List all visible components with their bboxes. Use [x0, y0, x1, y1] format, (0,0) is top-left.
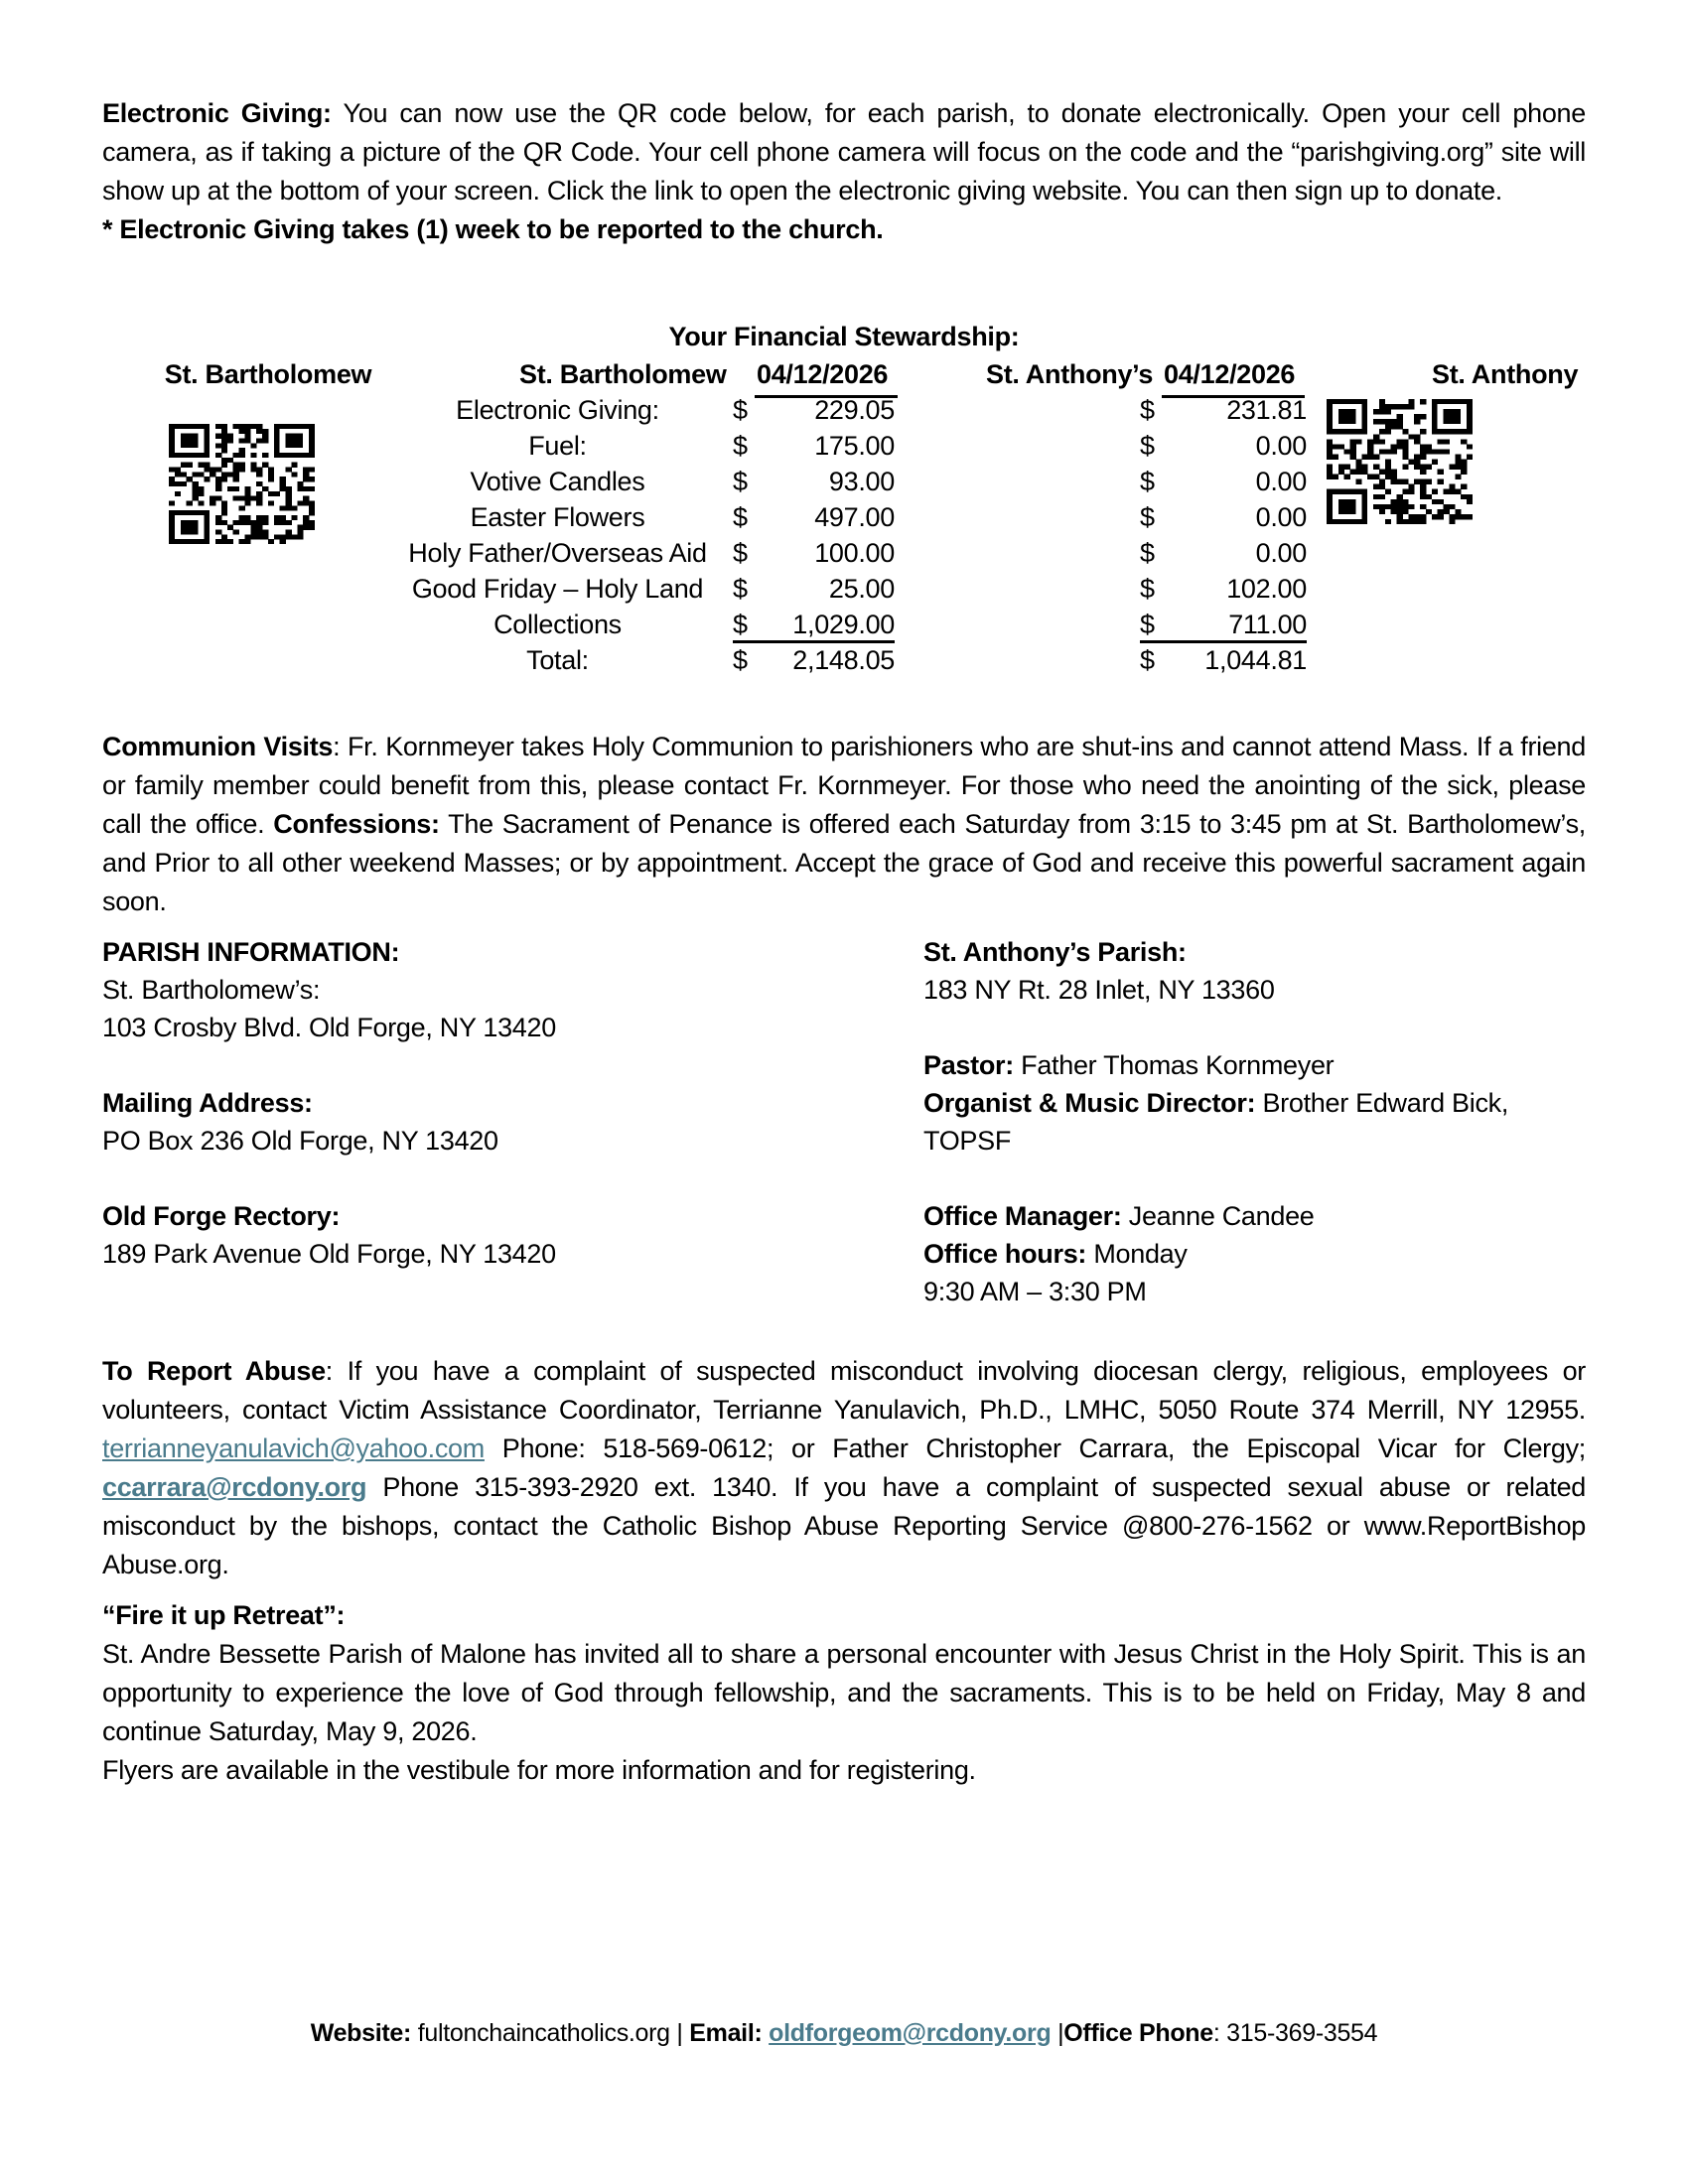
dollar-sign: $ [1140, 574, 1155, 604]
dollar-sign: $ [1140, 467, 1155, 496]
pastor-label: Pastor: [923, 1050, 1014, 1080]
footer-separator: | [1051, 2019, 1064, 2047]
dollar-sign: $ [733, 645, 748, 675]
row-label: Collections [493, 610, 622, 639]
electronic-giving-text: You can now use the QR code below, for each parish, to donate electronically. Open your cell phone camera, as if taking a picture of the QR Code. Your cell phone camera will focus on the code and the “parishgiving.org” site will show up at the bottom of your screen. Click the link to open the electronic giving website. You can then sign up to donate. [102, 98, 1586, 205]
row-label: Total: [526, 645, 589, 675]
office-phone-label: Office Phone [1063, 2019, 1213, 2047]
office-manager-line [923, 1197, 1579, 1235]
spacer [923, 1009, 1579, 1046]
table-row [102, 500, 1586, 536]
table-row [102, 429, 1586, 465]
pastor-name: Father Thomas Kornmeyer [1013, 1050, 1335, 1080]
dollar-sign: $ [1140, 431, 1155, 461]
mailing-address: PO Box 236 Old Forge, NY 13420 [102, 1126, 498, 1156]
row-label: Good Friday – Holy Land [411, 574, 704, 604]
office-manager-name: Jeanne Candee [1121, 1201, 1315, 1231]
row-label: Fuel: [528, 431, 587, 461]
table-row [102, 393, 1586, 429]
row-label: Electronic Giving: [456, 395, 659, 425]
dollar-sign: $ [1140, 645, 1155, 675]
communion-visits-paragraph [102, 728, 1586, 921]
anthony-column-header: St. Anthony’s [986, 359, 1154, 389]
rectory-heading: Old Forge Rectory: [102, 1201, 341, 1231]
anthony-parish-address: 183 NY Rt. 28 Inlet, NY 13360 [923, 975, 1275, 1005]
confessions-lead: Confessions: [273, 809, 440, 839]
dollar-sign: $ [733, 538, 748, 568]
communion-visits-lead: Communion Visits [102, 732, 334, 761]
bartholomew-column-date: 04/12/2026 [755, 355, 898, 398]
anthony-amount: 711.00 [1228, 610, 1307, 639]
spacer [923, 1160, 1579, 1197]
row-label: Holy Father/Overseas Aid [408, 538, 707, 568]
anthony-amount: 102.00 [1226, 574, 1307, 604]
table-row [102, 572, 1586, 608]
bartholomew-amount: 497.00 [814, 502, 895, 532]
report-abuse-paragraph [102, 1352, 1586, 1584]
row-label: Easter Flowers [470, 502, 645, 532]
report-abuse-lead: To Report Abuse [102, 1356, 326, 1386]
bartholomew-amount: 2,148.05 [792, 645, 895, 675]
electronic-giving-lead: Electronic Giving: [102, 98, 332, 128]
anthony-amount: 1,044.81 [1204, 645, 1307, 675]
bartholomew-amount: 100.00 [814, 538, 895, 568]
retreat-section [102, 1596, 1586, 1790]
anthony-column-date: 04/12/2026 [1162, 355, 1305, 398]
bartholomew-amount: 93.00 [828, 467, 895, 496]
footer [102, 2017, 1586, 2050]
parish-info-left-column [102, 933, 738, 1273]
left-qr-label: St. Bartholomew [164, 359, 372, 389]
spacer [102, 1160, 738, 1197]
stewardship-title: Your Financial Stewardship: [668, 322, 1020, 351]
dollar-sign: $ [1140, 502, 1155, 532]
anthony-amount: 0.00 [1255, 538, 1307, 568]
office-hours-time: 9:30 AM – 3:30 PM [923, 1277, 1147, 1306]
dollar-sign: $ [733, 502, 748, 532]
dollar-sign: $ [733, 467, 748, 496]
office-email-link[interactable]: oldforgeom@rcdony.org [769, 2019, 1052, 2047]
organist-label: Organist & Music Director: [923, 1088, 1256, 1118]
bartholomew-amount: 229.05 [814, 395, 895, 425]
table-row [102, 465, 1586, 500]
organist-line [923, 1084, 1579, 1122]
report-abuse-text-3: Phone 315-393-2920 ext. 1340. If you have a complaint of suspected sexual abuse or related misconduct by the bishops, contact the Catholic Bishop Abuse Reporting Service @800-276-1562 or www.ReportBishop Abuse.org. [102, 1472, 1586, 1579]
table-row-collections [102, 608, 1586, 643]
pastor-line [923, 1046, 1579, 1084]
footer-separator: | [676, 2019, 690, 2047]
dollar-sign: $ [733, 431, 748, 461]
organist-name: Brother Edward Bick, [1255, 1088, 1509, 1118]
stewardship-table [102, 393, 1586, 679]
carrara-email-link[interactable]: ccarrara@rcdony.org [102, 1472, 367, 1502]
mailing-address-heading: Mailing Address: [102, 1088, 313, 1118]
office-hours-line [923, 1235, 1579, 1273]
rectory-address: 189 Park Avenue Old Forge, NY 13420 [102, 1239, 556, 1269]
spacer [102, 1046, 738, 1084]
dollar-sign: $ [733, 395, 748, 425]
parish-info-right-column [923, 933, 1579, 1310]
dollar-sign: $ [1140, 538, 1155, 568]
anthony-amount: 231.81 [1226, 395, 1307, 425]
organist-line-cont: TOPSF [923, 1126, 1012, 1156]
right-qr-label: St. Anthony [1432, 359, 1579, 389]
bartholomew-name: St. Bartholomew’s: [102, 975, 321, 1005]
retreat-heading: “Fire it up Retreat”: [102, 1600, 346, 1630]
row-label: Votive Candles [470, 467, 645, 496]
anthony-amount: 0.00 [1255, 502, 1307, 532]
website-value: fultonchaincatholics.org [411, 2019, 677, 2047]
bartholomew-column-header: St. Bartholomew [519, 359, 727, 389]
office-phone-value: : 315-369-3554 [1212, 2019, 1378, 2047]
retreat-text: St. Andre Bessette Parish of Malone has invited all to share a personal encounter with Jesus Christ in the Holy Spirit. This is an opportunity to experience the love of God through fellowship, and the sacraments. This is to be held on Friday, May 8 and continue Saturday, May 9, 2026. [102, 1639, 1586, 1746]
bartholomew-amount: 175.00 [814, 431, 895, 461]
bartholomew-amount: 25.00 [828, 574, 895, 604]
website-label: Website: [310, 2019, 412, 2047]
retreat-flyers-note: Flyers are available in the vestibule for more information and for registering. [102, 1755, 976, 1785]
dollar-sign: $ [1140, 610, 1155, 639]
report-abuse-text-1: : If you have a complaint of suspected misconduct involving diocesan clergy, religious, employees or volunteers, contact Victim Assistance Coordinator, Terrianne Yanulavich, Ph.D., LMHC, 5050 Route 374 Merrill, NY 12955. [102, 1356, 1586, 1425]
office-hours-label: Office hours: [923, 1239, 1087, 1269]
confessions-text: The Sacrament of Penance is offered each Saturday from 3:15 to 3:45 pm at St. Bartholomew’s, and Prior to all other weekend Masses; or by appointment. Accept the grace of God and receive this powerful sacrament again soon. [102, 809, 1586, 916]
parish-info-heading: PARISH INFORMATION: [102, 937, 400, 967]
dollar-sign: $ [733, 610, 748, 639]
table-row-total [102, 643, 1586, 679]
table-row [102, 536, 1586, 572]
electronic-giving-note: * Electronic Giving takes (1) week to be reported to the church. [102, 214, 884, 244]
anthony-amount: 0.00 [1255, 431, 1307, 461]
bartholomew-amount: 1,029.00 [792, 610, 895, 639]
dollar-sign: $ [733, 574, 748, 604]
electronic-giving-paragraph [102, 94, 1586, 249]
anthony-parish-heading: St. Anthony’s Parish: [923, 937, 1187, 967]
office-manager-label: Office Manager: [923, 1201, 1122, 1231]
dollar-sign: $ [1140, 395, 1155, 425]
victim-coordinator-email-link[interactable]: terrianneyanulavich@yahoo.com [102, 1433, 485, 1463]
stewardship-header-row [102, 355, 1586, 395]
anthony-amount: 0.00 [1255, 467, 1307, 496]
communion-visits-text: : Fr. Kornmeyer takes Holy Communion to parishioners who are shut-ins and cannot attend Mass. If a friend or family member could benefit from this, please contact Fr. Kornmeyer. For those who need the anointing of the sick, please call the office. [102, 732, 1586, 839]
bartholomew-address: 103 Crosby Blvd. Old Forge, NY 13420 [102, 1013, 556, 1042]
email-label: Email: [689, 2019, 763, 2047]
office-hours-day: Monday [1086, 1239, 1188, 1269]
report-abuse-text-2: Phone: 518-569-0612; or Father Christopher Carrara, the Episcopal Vicar for Clergy; [484, 1433, 1586, 1463]
